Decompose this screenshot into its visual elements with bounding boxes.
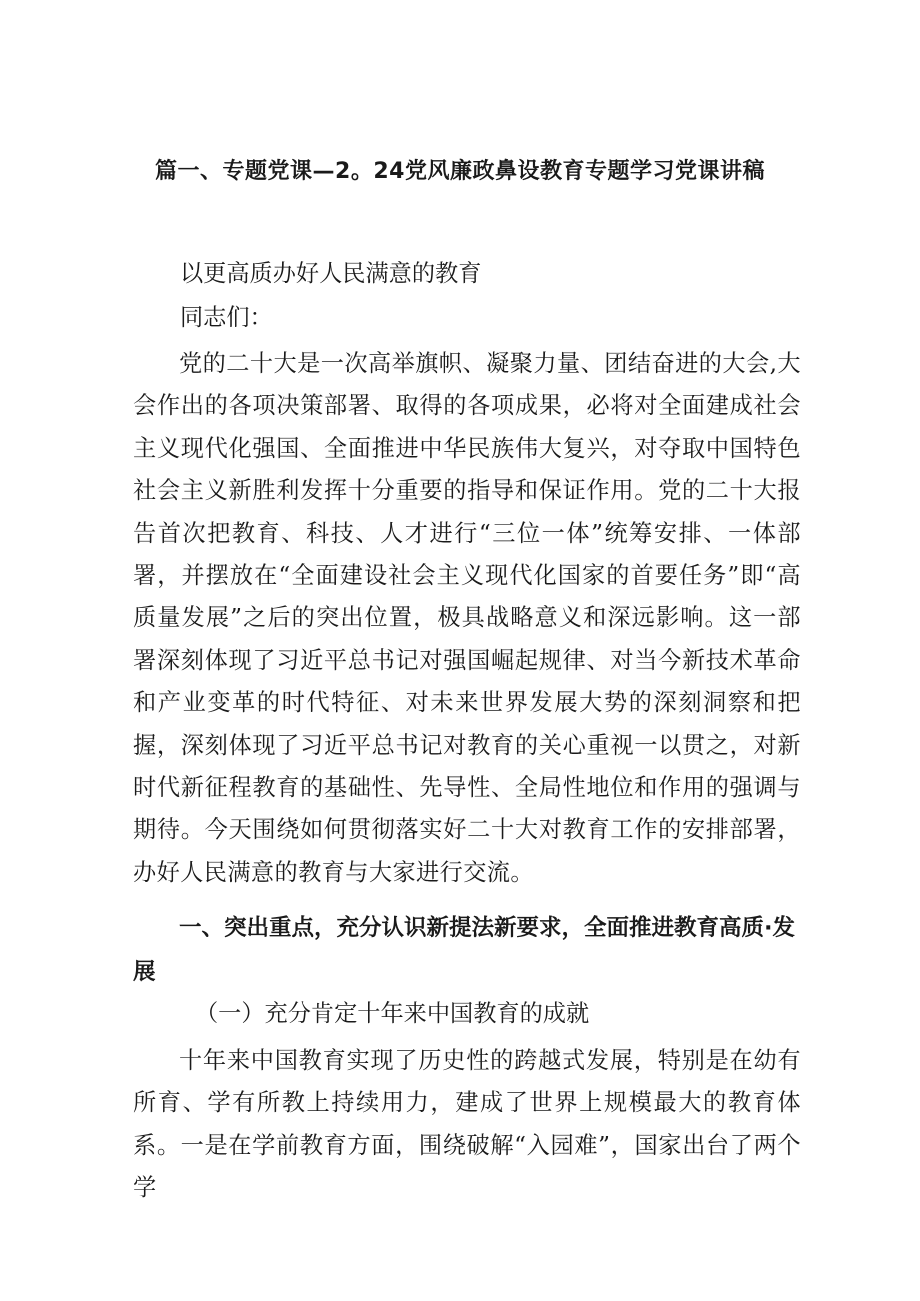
document-title: 篇一、专题党课—2。24党风廉政鼻设教育专题学习党课讲稿: [155, 159, 765, 184]
body-paragraph-1: 党的二十大是一次高举旗帜、凝聚力量、团结奋进的大会,大会作出的各项决策部署、取得的各项成果，必将对全面建成社会主义现代化强国、全面推进中华民族伟大复兴，对夺取中国特色社会主义新胜利发挥十分重要的指导和保证作用。党的二十大报告首次把教育、科技、人才进行“三位一体”统筹安排、一体部署，并摆放在“全面建设社会主义现代化国家的首要任务”即“高质量发展”之后的突出位置，极具战略意义和深远影响。这一部署深刻体现了习近平总书记对强国崛起规律、对当今新技术革命和产业变革的时代特征、对未来世界发展大势的深刻洞察和把握，深刻体现了习近平总书记对教育的关心重视一以贯之，对新时代新征程教育的基础性、先导性、全局性地位和作用的强调与期待。今天围绕如何贯彻落实好二十大对教育工作的安排部署，办好人民满意的教育与大家进行交流。: [133, 350, 801, 886]
body-paragraph-2: 十年来中国教育实现了历史性的跨越式发展，特别是在幼有所育、学有所教上持续用力，建成了世界上规模最大的教育体系。一是在学前教育方面，围绕破解“入园难”，国家出台了两个学: [133, 1047, 801, 1202]
subsection-heading-1: （一）充分肯定十年来中国教育的成就: [195, 1000, 590, 1027]
speech-subtitle: 以更高质办好人民满意的教育: [180, 260, 482, 287]
section-heading-1: 一、突出重点，充分认识新提法新要求，全面推进教育高质·发展: [133, 915, 796, 985]
greeting-line: 同志们：: [180, 304, 273, 331]
